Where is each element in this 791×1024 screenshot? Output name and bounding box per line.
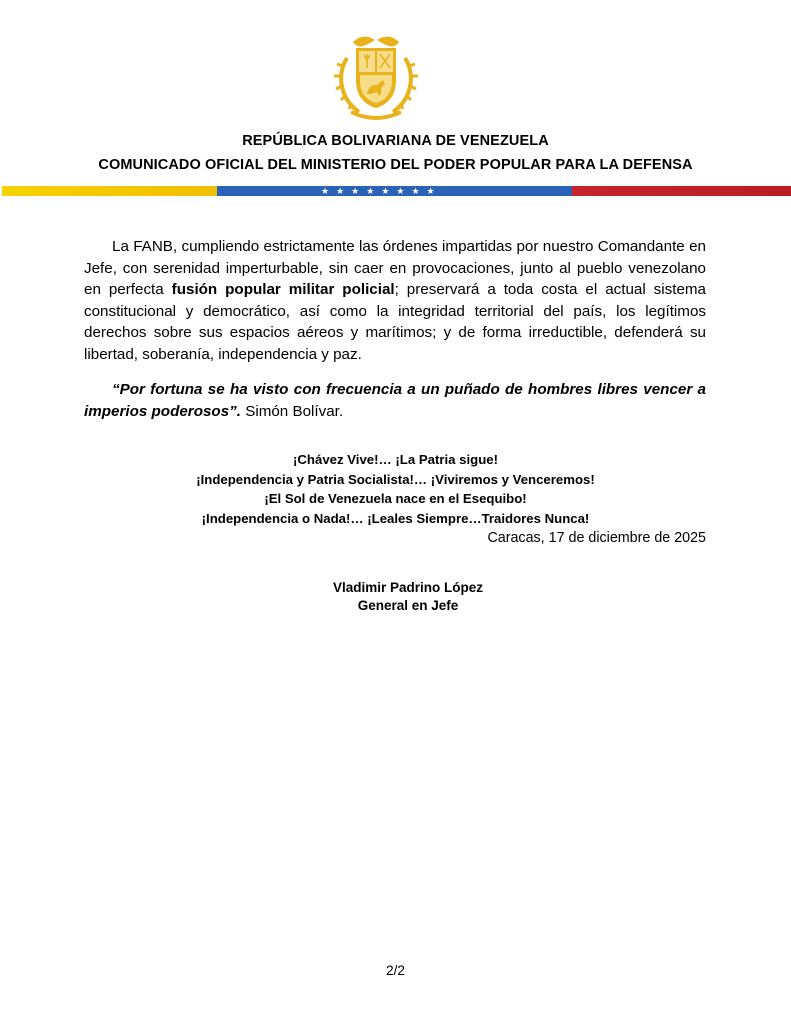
slogan-line: ¡Chávez Vive!… ¡La Patria sigue! (293, 452, 498, 467)
slogans (0, 450, 791, 529)
flag-stars (321, 184, 435, 198)
header-subtitle: COMUNICADO OFICIAL DEL MINISTERIO DEL PODER POPULAR PARA LA DEFENSA (98, 157, 693, 173)
star-icon: ★ (351, 186, 360, 196)
coat-of-arms-icon (333, 28, 419, 124)
body-paragraph (84, 236, 706, 366)
bolivar-quote: “Por fortuna se ha visto con frecuencia a un puñado de hombres libres vencer a imperios poderosos”. (84, 381, 706, 420)
star-icon: ★ (411, 186, 420, 196)
body-text-start: La FANB, cumpliendo estrictamente las órdenes impartidas por nuestro Comandante en Jefe, con serenidad imperturbable, sin caer en provocaciones, junto al pueblo venezolano en perfecta (84, 238, 706, 299)
star-icon: ★ (321, 186, 330, 196)
date-line: Caracas, 17 de diciembre de 2025 (487, 530, 706, 546)
body-text-end: ; preservará a toda costa el actual sistema constitucional y democrático, así como la integridad territorial del país, los legítimos derechos sobre sus espacios aéreos y marítimos; y de forma irreductible, defenderá su libertad, soberanía, independencia y paz. (84, 281, 706, 363)
signatory-name: Vladimir Padrino López (332, 580, 484, 595)
quote-author: Simón Bolívar. (240, 402, 344, 420)
slogan-line: ¡El Sol de Venezuela nace en el Esequibo! (264, 491, 527, 507)
signatory-title: General en Jefe (357, 597, 459, 613)
star-icon: ★ (426, 186, 435, 196)
slogan-line: ¡Independencia o Nada!… ¡Leales Siempre…Traidores Nunca! (201, 511, 590, 527)
slogan-line: ¡Independencia y Patria Socialista!… ¡Viviremos y Venceremos! (196, 471, 595, 487)
flag-band (2, 186, 791, 196)
quote-paragraph (84, 379, 706, 422)
body-text-bold: fusión popular militar policial (171, 281, 395, 299)
flag-red-stripe (572, 186, 791, 196)
flag-blue-stripe (217, 186, 572, 196)
star-icon: ★ (396, 186, 405, 196)
flag-yellow-stripe (2, 186, 217, 196)
star-icon: ★ (366, 186, 375, 196)
page-number: 2/2 (386, 963, 405, 978)
header-title: REPÚBLICA BOLIVARIANA DE VENEZUELA (242, 133, 549, 149)
star-icon: ★ (336, 186, 345, 196)
signature-block (0, 579, 791, 614)
star-icon: ★ (381, 186, 390, 196)
